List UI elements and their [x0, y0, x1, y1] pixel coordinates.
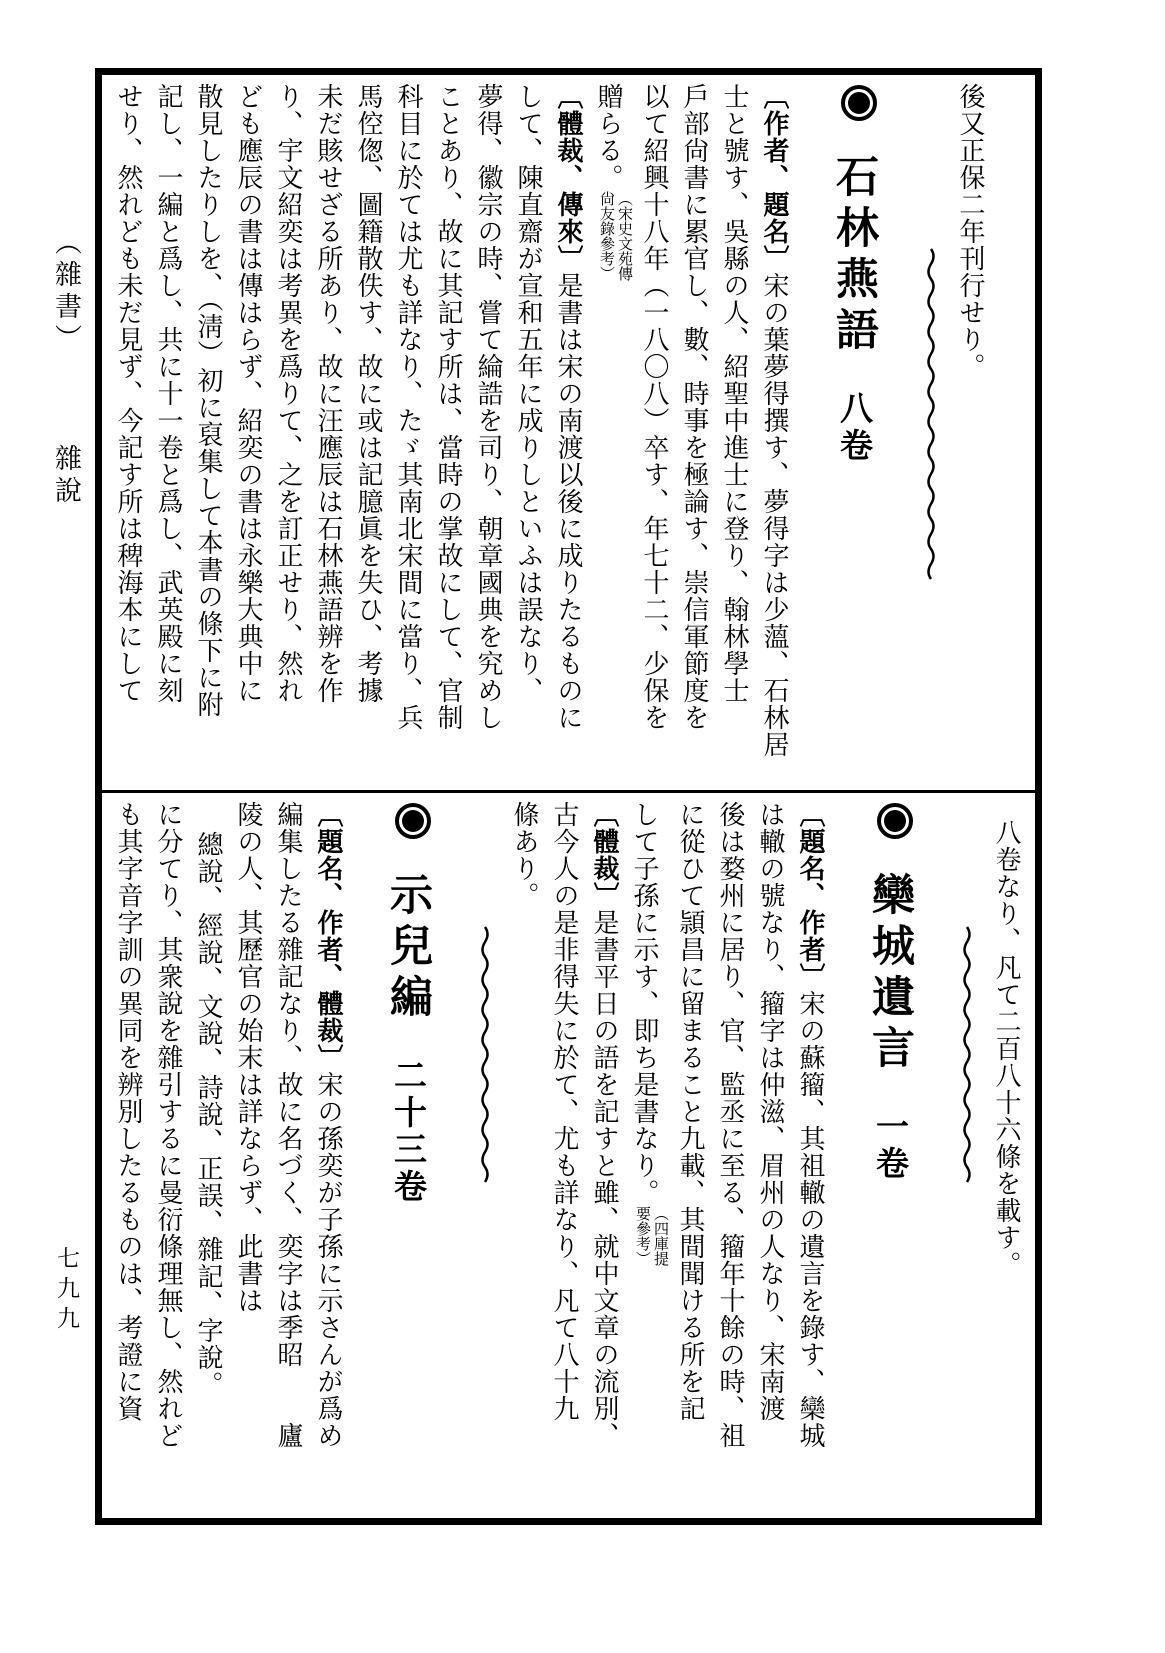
- wavy-separator: [948, 801, 986, 1514]
- text-column: [504, 801, 544, 1514]
- column-text: 士と號す、吳縣の人、紹聖中進士に登り、翰林學士: [719, 83, 749, 704]
- column-text: 記し、一編と爲し、共に十一卷と爲し、武英殿に刻: [153, 83, 183, 704]
- reference-line: 要參考）: [634, 1206, 652, 1266]
- column-text: ども應辰の書は傳はらず、紹奕の書は永樂大典中に: [233, 83, 263, 704]
- column-text: 是書は宋の南渡以後に成りたるものに: [553, 272, 583, 731]
- volume-count: 八卷: [835, 391, 874, 465]
- text-column: [588, 83, 634, 786]
- book-title: 示兒編: [383, 872, 433, 1025]
- text-column: [388, 83, 428, 786]
- book-title: 欒城遺言: [865, 872, 915, 1076]
- column-text: 古今人の是非得失に於て、尤も詳なり、凡て八十九: [549, 801, 579, 1422]
- carryover-column: [986, 801, 1026, 1514]
- text-column: [714, 83, 754, 786]
- text-column: [228, 801, 268, 1514]
- text-column: [188, 83, 228, 786]
- column-text: せり、然れども未だ見ず、今記す所は稗海本にして: [113, 83, 143, 704]
- column-text: は轍の號なり、籀字は仲滋、眉州の人なり、宋南渡: [755, 801, 785, 1422]
- text-column: [308, 801, 348, 1514]
- text-column: [268, 83, 308, 786]
- page-number: 七九九: [53, 1246, 79, 1336]
- fisheye-bullet-icon: [395, 803, 431, 839]
- vertical-text-flow-bottom: [102, 793, 1035, 1518]
- text-column: [348, 83, 388, 786]
- column-text: 馬倥偬、圖籍散佚す、故に或は記臆眞を失ひ、考據: [353, 83, 383, 704]
- section-label: 〔作者、題名〕: [759, 83, 789, 272]
- text-column: [148, 83, 188, 786]
- section-label: 〔題名、作者〕: [795, 801, 825, 990]
- wavy-line-icon: [961, 926, 973, 1185]
- column-text: 宋の蘇籀、其祖轍の遺言を錄す、欒城: [795, 990, 825, 1449]
- text-column: [544, 801, 584, 1514]
- fisheye-bullet-icon: [877, 803, 913, 839]
- text-column: [508, 83, 548, 786]
- column-text: 未だ賅せざる所あり、故に汪應辰は石林燕語辨を作: [313, 83, 343, 704]
- column-text: 後は婺州に居り、官、監丞に至る、籀年十餘の時、祖: [715, 801, 745, 1449]
- text-column: [548, 83, 588, 786]
- volume-count: 二十三卷: [389, 1058, 428, 1206]
- wavy-line-icon: [925, 248, 937, 582]
- reference-line: （宋史文苑傳: [616, 191, 634, 281]
- column-text: り、宇文紹奕は考異を爲りて、之を訂正せり、然れ: [273, 83, 303, 704]
- column-text: 夢得、徽宗の時、嘗て綸誥を司り、朝章國典を究めし: [473, 83, 503, 731]
- column-text: 宋の孫奕が子孫に示さんが爲め: [313, 1071, 343, 1449]
- column-text: に分てり、其衆說を雜引するに曼衍條理無し、然れど: [153, 801, 183, 1449]
- column-text: 編集したる雜記なり、故に名づく、奕字は季昭 廬: [273, 801, 303, 1449]
- column-text: 以て紹興十八年（一八〇八）卒す、年七十二、少保を: [639, 83, 669, 731]
- volume-count: 一卷: [871, 1109, 910, 1183]
- text-column: [754, 83, 794, 786]
- column-text: 後又正保二年刊行せり。: [955, 83, 985, 380]
- reference-note: [632, 1206, 670, 1266]
- carryover-column: [950, 83, 990, 786]
- vertical-text-flow-top: [102, 75, 1000, 790]
- reference-line: 尙友錄參考）: [598, 191, 616, 281]
- column-text: に從ひて頴昌に留まること九載、其間聞ける所を記: [675, 801, 705, 1422]
- section-top: [102, 75, 1035, 790]
- text-column: [584, 801, 624, 1514]
- column-text: 總說、經說、文說、詩說、正誤、雜記、字說。: [193, 831, 223, 1398]
- text-column: [148, 801, 188, 1514]
- column-text: 科目に於ては尤も詳なり、たゞ其南北宋間に當り、兵: [393, 83, 423, 731]
- column-text: 是書平日の語を記すと雖、就中文章の流別、: [589, 909, 619, 1449]
- text-column: [268, 801, 308, 1514]
- fisheye-bullet-icon: [841, 85, 877, 121]
- column-text: 宋の葉夢得撰す、夢得字は少薀、石林居: [759, 272, 789, 758]
- column-text: 八卷なり、凡て二百八十六條を載す。: [991, 819, 1021, 1278]
- text-column: [188, 801, 228, 1514]
- section-label: 〔體裁、傳來〕: [553, 83, 583, 272]
- wavy-separator: [466, 801, 504, 1514]
- margin-category: （雜書）: [50, 228, 81, 356]
- text-column: [790, 801, 830, 1514]
- column-text: も其字音字訓の異同を辨別したるものは、考證に資: [113, 801, 143, 1422]
- margin-category-label: [46, 228, 85, 508]
- text-column: [308, 83, 348, 786]
- column-text: 贈らる。: [593, 83, 623, 191]
- text-column: [750, 801, 790, 1514]
- column-text: 散見したりしを、（淸）初に裒集して本書の條下に附: [193, 83, 223, 718]
- book-entry-title: [362, 801, 454, 1514]
- text-column: [710, 801, 750, 1514]
- column-text: 陵の人、其歷官の始末は詳ならず、此書は: [233, 801, 263, 1314]
- reference-note: [596, 191, 634, 281]
- column-text: ことあり、故に其記す所は、當時の掌故にして、官制: [433, 83, 463, 731]
- reference-line: （四庫提: [652, 1206, 670, 1266]
- text-column: [108, 801, 148, 1514]
- section-label: 〔體裁〕: [589, 801, 619, 909]
- text-column: [428, 83, 468, 786]
- text-column: [670, 801, 710, 1514]
- text-column: [674, 83, 714, 786]
- text-column: [634, 83, 674, 786]
- section-bottom: [102, 793, 1035, 1518]
- text-column: [624, 801, 670, 1514]
- text-frame-border: [95, 68, 1042, 1525]
- book-title: 石林燕語: [829, 154, 879, 358]
- text-column: [108, 83, 148, 786]
- text-column: [228, 83, 268, 786]
- section-label: 〔題名、作者、體裁〕: [313, 801, 343, 1071]
- text-column: [468, 83, 508, 786]
- wavy-separator: [912, 83, 950, 786]
- book-entry-title: [808, 83, 900, 786]
- column-text: して、陳直齋が宣和五年に成りしといふは誤なり、: [513, 83, 543, 704]
- column-text: 條あり。: [509, 801, 539, 909]
- wavy-line-icon: [479, 926, 491, 1185]
- column-text: して子孫に示す、即ち是書なり。: [629, 801, 659, 1206]
- book-entry-title: [844, 801, 936, 1514]
- column-text: 戶部尙書に累官し、數、時事を極論す、崇信軍節度を: [679, 83, 709, 731]
- margin-subcategory: 雜說: [50, 444, 81, 508]
